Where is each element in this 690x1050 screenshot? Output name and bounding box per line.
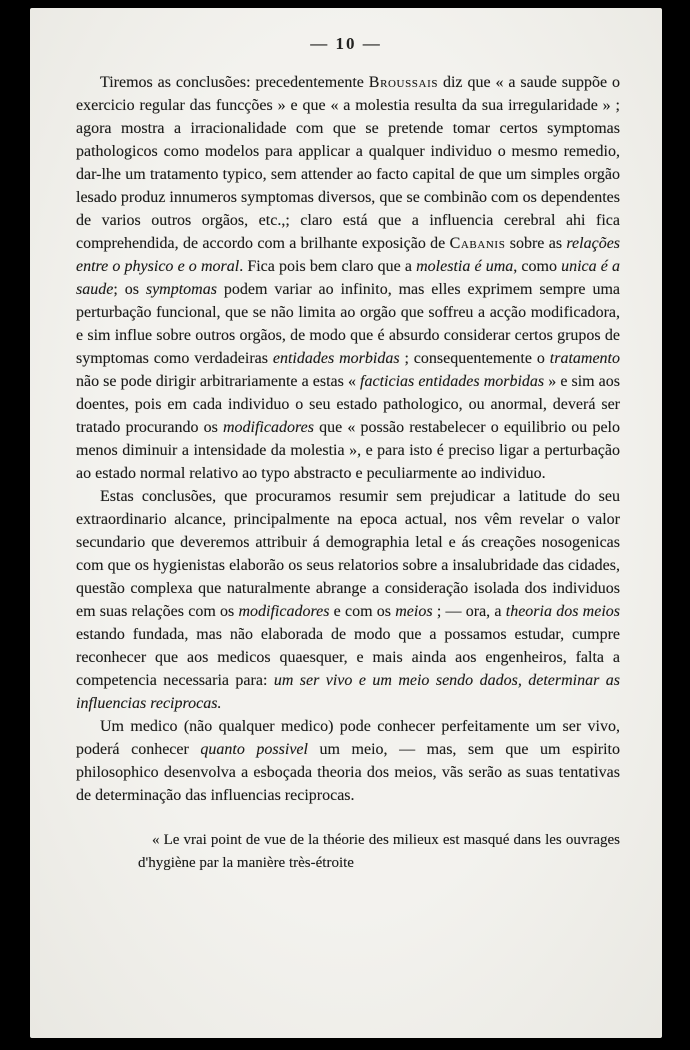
paragraph-1: Tiremos as conclusões: precedentemente Broussais diz que « a saude suppõe o exercicio regular das funcções » e que « a molestia resulta da sua irregularidade » ; agora mostra a irracionalidade com que se pretende tomar certos symptomas pathologicos como modelos para applicar a qualquer individuo o mesmo remedio, dar-lhe um tratamento typico, sem attender ao facto capital de que um simples orgão lesado produz innumeros symptomas diversos, que se combinão com os dependentes de varios outros orgãos, etc.,; claro está que a influencia cerebral ahi fica comprehendida, de accordo com a brilhante exposição de Cabanis sobre as relações entre o physico e o moral. Fica pois bem claro que a molestia é uma, como unica é a saude; os symptomas podem variar ao infinito, mas elles exprimem sempre uma perturbação funcional, que se não limita ao orgão que soffreu a acção modificadora, e sim influe sobre outros orgãos, de modo que é absurdo considerar certos grupos de symptomas como verdadeiras entidades morbidas ; consequentemente o tratamento não se pode dirigir arbitrariamente a estas « facticias entidades morbidas » e sim aos doentes, pois em cada individuo o seu estado pathologico, ou anormal, deverá ser tratado procurando os modificadores que « possão restabelecer o equilibrio ou pelo menos diminuir a intensidade da molestia », e para isto é preciso ligar a perturbação ao estado normal relativo ao typo abstracto e peculiarmente ao individuo. — [76, 74, 621, 482]
book-page — [30, 8, 662, 1038]
page-body — [76, 71, 620, 875]
page-number: — 10 — — [310, 34, 382, 53]
paragraph-3: Um medico (não qualquer medico) pode conhecer perfeitamente um ser vivo, poderá conhecer quanto possivel um meio, — mas, sem que um espirito philosophico desenvolva a esboçada theoria dos meios, vãs serão as suas tentativas de determinação das influencias reciprocas. — [76, 718, 621, 804]
paragraph-2: Estas conclusões, que procuramos resumir sem prejudicar a latitude do seu extraordinario alcance, principalmente na epoca actual, nos vêm revelar o valor secundario que deveremos attribuir á demographia letal e ás creações nosogenicas com que os hygienistas elaborão os seus relatorios sobre a insalubridade das cidades, questão complexa que naturalmente abrange a consideração isolada dos individuos em suas relações com os modificadores e com os meios ; — ora, a theoria dos meios estando fundada, mas não elaborada de modo que a possamos estudar, cumpre reconhecer que aos medicos quaesquer, e mais ainda aos engenheiros, falta a competencia necessaria para: um ser vivo e um meio sendo dados, determinar as influencias reciprocas. — [76, 488, 620, 712]
block-quote: « Le vrai point de vue de la théorie des milieux est masqué dans les ouvrages d'hygiène par la manière très-étroite — [138, 832, 620, 871]
